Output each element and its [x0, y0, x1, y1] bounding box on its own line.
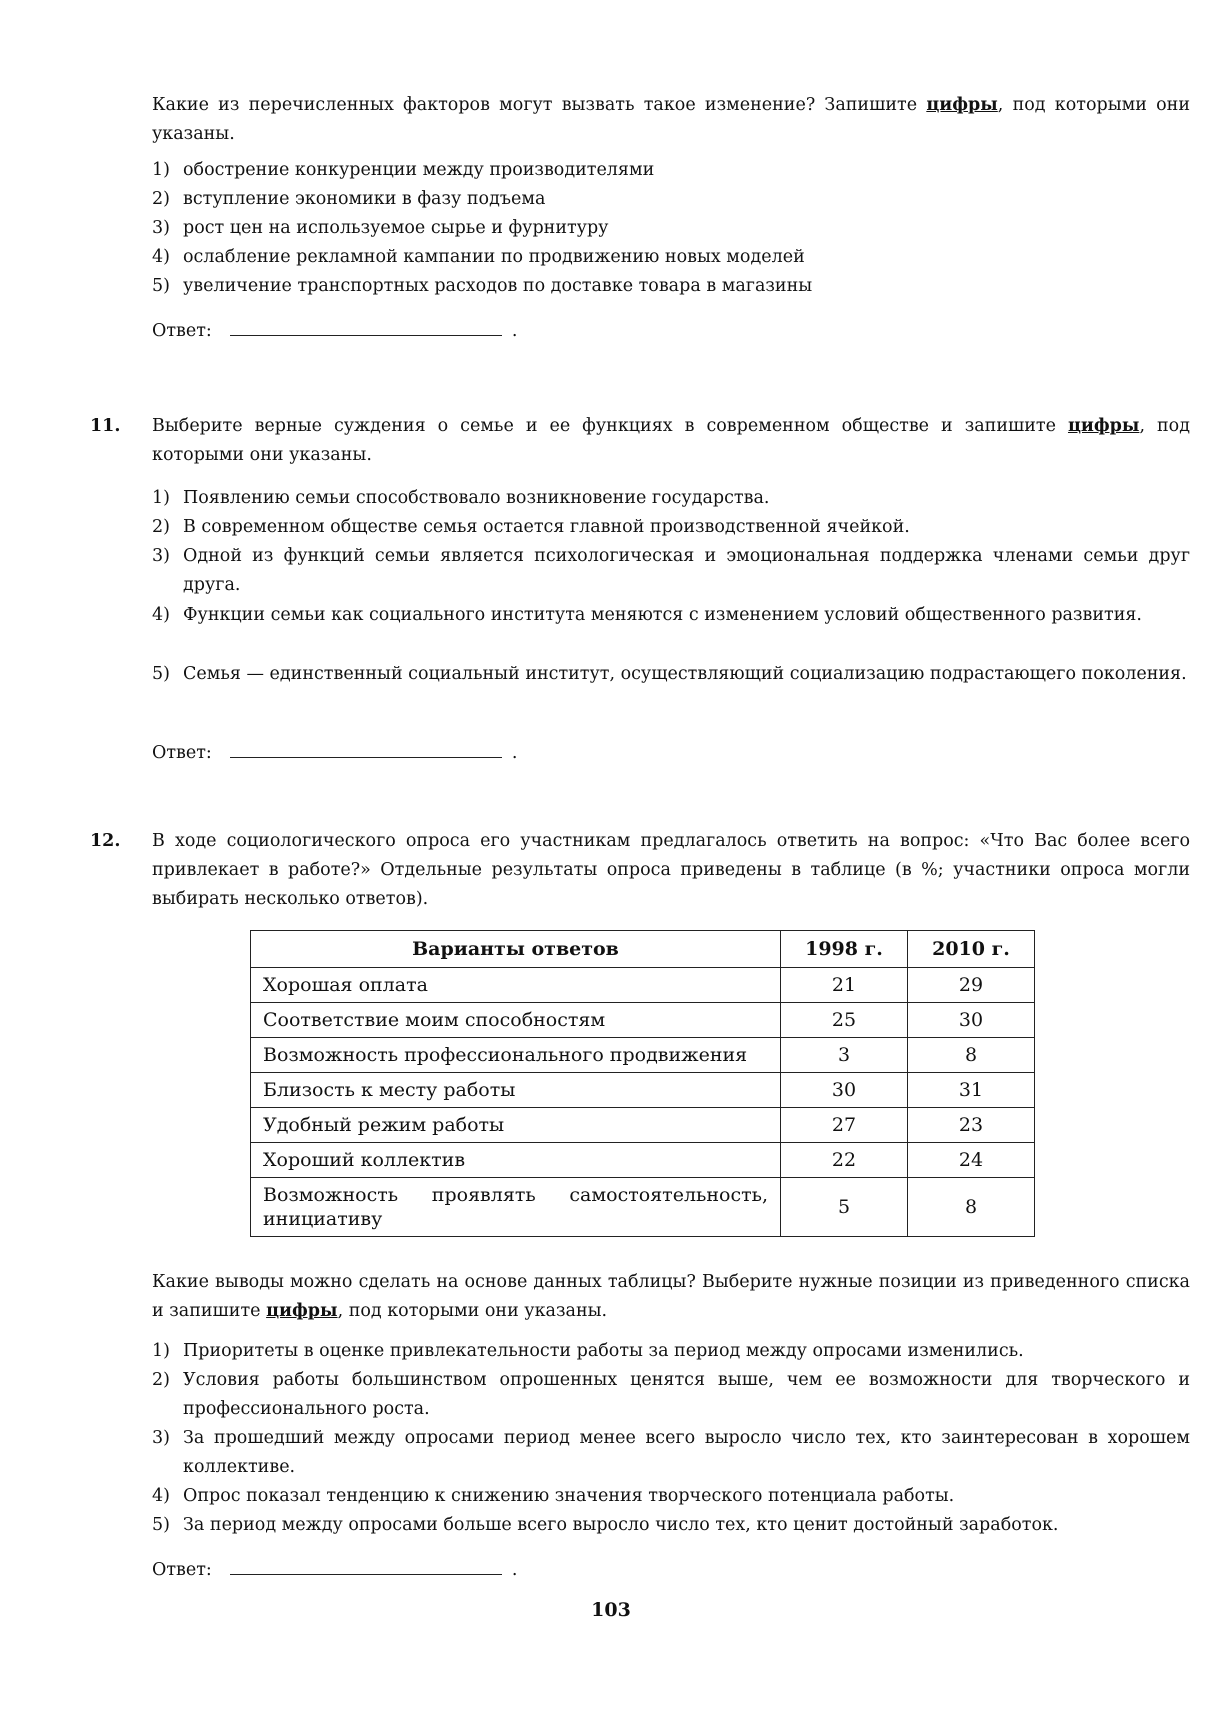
q12-prompt: Какие выводы можно сделать на основе данных таблицы? Выберите нужные позиции из приведенного списка и запишите цифры, под которыми они указаны.: [152, 1272, 1190, 1321]
q10-option-5: 5) увеличение транспортных расходов по доставке товара в магазины: [152, 276, 813, 296]
q12-intro: В ходе социологического опроса его участникам предлагалось ответить на вопрос: «Что Вас более всего привлекает в работе?» Отдельные результаты опроса приведены в таблице (в %; участники опроса могли выбирать несколько ответов).: [152, 831, 1190, 909]
table-row: [251, 1038, 1035, 1073]
row-1998: 22: [781, 1143, 908, 1178]
row-1998: 27: [781, 1108, 908, 1143]
row-1998: 25: [781, 1003, 908, 1038]
q11-option-2: 2) В современном обществе семья остается главной производственной ячейкой.: [152, 517, 910, 537]
table-header-row: [251, 931, 1035, 968]
table-row: [251, 1178, 1035, 1237]
survey-table: [250, 930, 1035, 1237]
row-2010: 8: [908, 1178, 1035, 1237]
q10-emph: цифры: [926, 95, 998, 115]
q11-answer-field[interactable]: [230, 756, 502, 758]
q10-answer-field[interactable]: [230, 334, 502, 336]
q11-number: 11.: [90, 416, 121, 436]
row-1998: 21: [781, 968, 908, 1003]
q10-option-3: 3) рост цен на используемое сырье и фурнитуру: [152, 218, 609, 238]
table-row: [251, 1108, 1035, 1143]
row-label: Близость к месту работы: [251, 1073, 781, 1108]
q12-option-4: 4) Опрос показал тенденцию к снижению значения творческого потенциала работы.: [152, 1486, 955, 1506]
row-label: Удобный режим работы: [251, 1108, 781, 1143]
q11-option-5: 5) Семья — единственный социальный институт, осуществляющий социализацию подрастающего поколения.: [152, 664, 1187, 684]
q11-option-1: 1) Появлению семьи способствовало возникновение государства.: [152, 488, 770, 508]
q12-option-3: 3) За прошедший между опросами период менее всего выросло число тех, кто заинтересован в хорошем коллективе.: [152, 1428, 1190, 1477]
row-2010: 24: [908, 1143, 1035, 1178]
row-label: Хорошая оплата: [251, 968, 781, 1003]
row-label: Хороший коллектив: [251, 1143, 781, 1178]
q11-option-3: 3) Одной из функций семьи является психологическая и эмоциональная поддержка членами семьи друг друга.: [152, 546, 1190, 595]
row-2010: 31: [908, 1073, 1035, 1108]
q10-answer: Ответ: .: [152, 321, 518, 341]
table-row: [251, 968, 1035, 1003]
row-label: Возможность проявлять самостоятельность, инициативу: [251, 1178, 781, 1237]
q11-emph: цифры: [1067, 416, 1140, 436]
table-header-2010: 2010 г.: [908, 931, 1035, 968]
q12-option-2: 2) Условия работы большинством опрошенных ценятся выше, чем ее возможности для творческого и профессионального роста.: [152, 1370, 1190, 1419]
table-header-options: Варианты ответов: [251, 931, 781, 968]
table-row: [251, 1003, 1035, 1038]
row-2010: 23: [908, 1108, 1035, 1143]
page-number: 103: [591, 1599, 631, 1621]
row-1998: 30: [781, 1073, 908, 1108]
q12-answer: Ответ: .: [152, 1560, 518, 1580]
row-label: Возможность профессионального продвижения: [251, 1038, 781, 1073]
table-row: [251, 1073, 1035, 1108]
row-2010: 29: [908, 968, 1035, 1003]
q12-answer-field[interactable]: [230, 1573, 502, 1575]
q10-option-4: 4) ослабление рекламной кампании по продвижению новых моделей: [152, 247, 805, 267]
q11-option-4: 4) Функции семьи как социального института меняются с изменением условий общественного развития.: [152, 605, 1142, 625]
q10-option-2: 2) вступление экономики в фазу подъема: [152, 189, 546, 209]
row-1998: 5: [781, 1178, 908, 1237]
q11-prompt: Выберите верные суждения о семье и ее функциях в современном обществе и запишите цифры, под которыми они указаны.: [152, 416, 1190, 465]
row-label: Соответствие моим способностям: [251, 1003, 781, 1038]
q12-number: 12.: [90, 831, 121, 851]
q10-option-1: 1) обострение конкуренции между производителями: [152, 160, 655, 180]
q12-option-5: 5) За период между опросами больше всего выросло число тех, кто ценит достойный заработок.: [152, 1515, 1059, 1535]
row-2010: 8: [908, 1038, 1035, 1073]
row-2010: 30: [908, 1003, 1035, 1038]
q10-prompt: Какие из перечисленных факторов могут вызвать такое изменение? Запишите цифры, под которыми они указаны.: [152, 95, 1190, 144]
table-header-1998: 1998 г.: [781, 931, 908, 968]
q12-option-1: 1) Приоритеты в оценке привлекательности работы за период между опросами изменились.: [152, 1341, 1024, 1361]
q12-emph: цифры: [266, 1301, 338, 1321]
q11-answer: Ответ: .: [152, 743, 518, 763]
row-1998: 3: [781, 1038, 908, 1073]
table-row: [251, 1143, 1035, 1178]
